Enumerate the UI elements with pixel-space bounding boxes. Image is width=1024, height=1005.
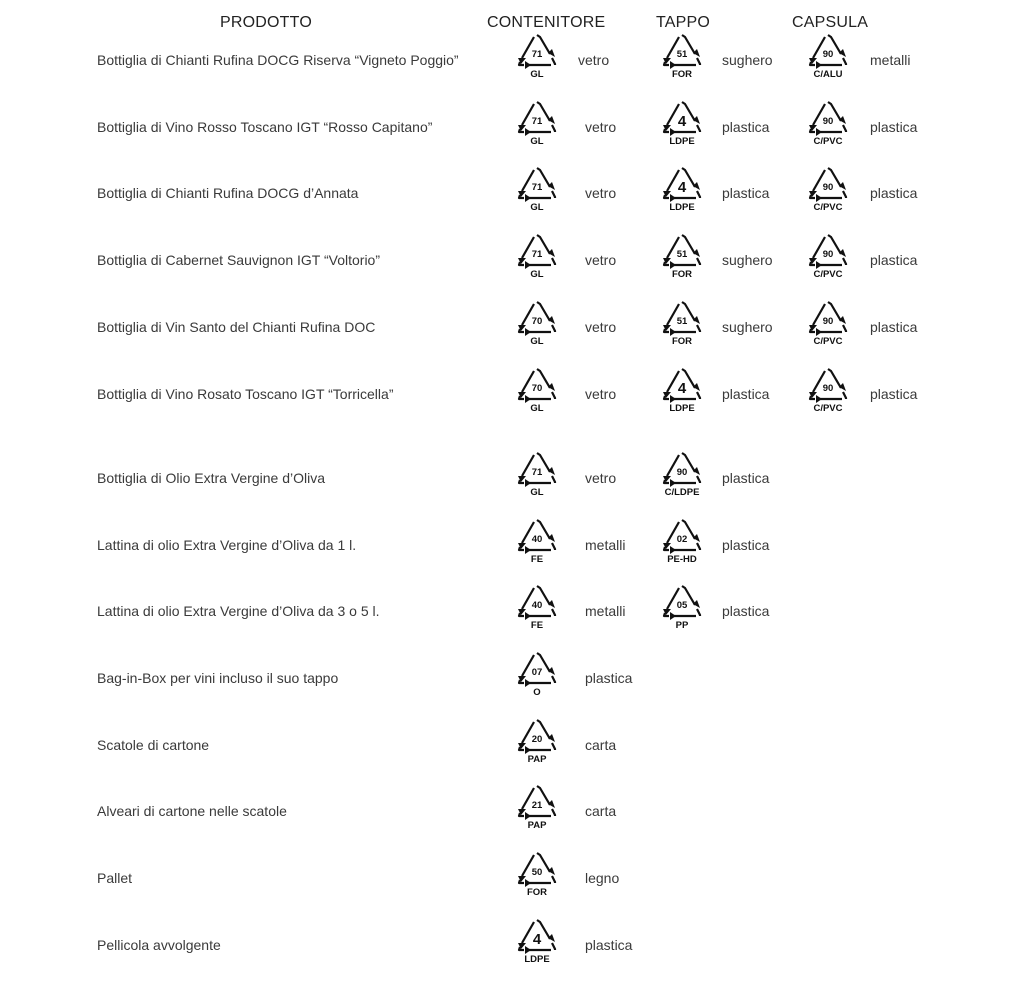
container-recycling-symbol [515,849,559,901]
material-code: GL [530,336,544,347]
material-code: PP [675,620,689,631]
container-recycling-symbol [515,298,559,350]
cap-recycling-symbol [660,231,704,283]
recycling-triangle-icon [515,516,559,568]
recycling-triangle-icon [515,365,559,417]
cap-material: sughero [722,252,773,268]
resin-number: 90 [822,316,834,327]
recycling-triangle-icon [515,716,559,768]
table-row [0,669,1024,729]
resin-number: 20 [531,734,543,745]
recycling-triangle-icon [660,582,704,634]
cap-material: sughero [722,319,773,335]
recycling-triangle-icon [660,31,704,83]
resin-number: 90 [822,383,834,394]
container-material: vetro [585,119,617,135]
resin-number: 71 [531,49,543,60]
recycling-triangle-icon [806,231,850,283]
material-code: FOR [671,269,693,280]
cap-recycling-symbol [660,164,704,216]
capsule-recycling-symbol [806,298,850,350]
container-recycling-symbol [515,31,559,83]
capsule-recycling-symbol [806,231,850,283]
capsule-recycling-symbol [806,31,850,83]
resin-number: 90 [822,182,834,193]
resin-number: 4 [677,113,687,130]
recycling-triangle-icon [660,231,704,283]
product-name: Pellicola avvolgente [97,937,221,953]
resin-number: 4 [677,179,687,196]
cap-material: plastica [722,386,770,402]
recycling-triangle-icon [660,449,704,501]
material-code: FE [530,554,544,565]
resin-number: 71 [531,467,543,478]
recycling-triangle-icon [515,164,559,216]
table-row [0,179,1024,244]
resin-number: 71 [531,116,543,127]
header-product: PRODOTTO [220,14,312,31]
material-code: FOR [526,887,548,898]
product-name: Bottiglia di Vino Rosato Toscano IGT “Torricella” [97,386,394,402]
material-code: C/ALU [813,69,843,80]
material-code: C/PVC [813,136,843,147]
resin-number: 05 [676,600,688,611]
resin-number: 4 [532,931,542,948]
recycling-triangle-icon [515,449,559,501]
material-code: GL [530,136,544,147]
resin-number: 51 [676,316,688,327]
recycling-triangle-icon [806,31,850,83]
material-code: PAP [527,754,547,765]
container-recycling-symbol [515,649,559,701]
capsule-material: plastica [870,319,918,335]
capsule-material: plastica [870,185,918,201]
capsule-recycling-symbol [806,164,850,216]
product-name: Scatole di cartone [97,737,210,753]
container-recycling-symbol [515,98,559,150]
resin-number: 90 [676,467,688,478]
cap-recycling-symbol [660,582,704,634]
cap-recycling-symbol [660,98,704,150]
resin-number: 70 [531,316,543,327]
recycling-triangle-icon [806,365,850,417]
recycling-triangle-icon [660,298,704,350]
container-material: metalli [585,603,626,619]
container-material: plastica [585,670,633,686]
resin-number: 90 [822,116,834,127]
material-code: LDPE [524,954,550,965]
container-recycling-symbol [515,449,559,501]
table-row [0,869,1024,929]
container-recycling-symbol [515,231,559,283]
capsule-material: metalli [870,52,911,68]
cap-recycling-symbol [660,516,704,568]
resin-number: 4 [677,380,687,397]
material-code: GL [530,269,544,280]
recycling-triangle-icon [515,298,559,350]
cap-material: plastica [722,119,770,135]
container-recycling-symbol [515,582,559,634]
container-material: carta [585,737,617,753]
recycling-triangle-icon [806,164,850,216]
resin-number: 51 [676,49,688,60]
recycling-triangle-icon [660,98,704,150]
product-name: Bottiglia di Chianti Rufina DOCG d’Annata [97,185,359,201]
capsule-material: plastica [870,119,918,135]
table-row [0,931,1024,996]
material-code: PE-HD [667,554,697,565]
recycling-triangle-icon [515,916,559,968]
material-code: C/PVC [813,336,843,347]
resin-number: 07 [531,667,543,678]
recycling-triangle-icon [806,98,850,150]
resin-number: 21 [531,800,543,811]
container-material: vetro [585,319,617,335]
header-container: CONTENITORE [487,14,606,31]
container-material: vetro [578,52,610,68]
container-recycling-symbol [515,916,559,968]
container-recycling-symbol [515,716,559,768]
capsule-material: plastica [870,386,918,402]
table-row [0,536,1024,596]
material-code: C/PVC [813,403,843,414]
container-material: metalli [585,537,626,553]
container-material: carta [585,803,617,819]
recycling-triangle-icon [660,516,704,568]
material-code: LDPE [669,136,695,147]
container-material: plastica [585,937,633,953]
capsule-material: plastica [870,252,918,268]
product-name: Bottiglia di Vin Santo del Chianti Rufina DOC [97,319,376,335]
table-row [0,251,1024,311]
table-row [0,380,1024,445]
cap-material: plastica [722,470,770,486]
product-name: Bottiglia di Cabernet Sauvignon IGT “Voltorio” [97,252,381,268]
material-code: FE [530,620,544,631]
cap-recycling-symbol [660,365,704,417]
product-name: Alveari di cartone nelle scatole [97,803,287,819]
resin-number: 71 [531,182,543,193]
material-code: GL [530,202,544,213]
material-code: C/PVC [813,202,843,213]
recycling-triangle-icon [515,231,559,283]
recycling-triangle-icon [515,582,559,634]
cap-recycling-symbol [660,298,704,350]
recycling-triangle-icon [515,849,559,901]
recycling-triangle-icon [515,782,559,834]
container-recycling-symbol [515,516,559,568]
table-row [0,318,1024,378]
cap-material: plastica [722,537,770,553]
resin-number: 90 [822,249,834,260]
recycling-triangle-icon [515,649,559,701]
container-material: vetro [585,386,617,402]
table-row [0,469,1024,529]
material-code: FOR [671,336,693,347]
product-name: Bag-in-Box per vini incluso il suo tappo [97,670,339,686]
material-code: GL [530,403,544,414]
material-code: PAP [527,820,547,831]
table-row [0,51,1024,111]
material-code: C/PVC [813,269,843,280]
material-code: FOR [671,69,693,80]
recycling-triangle-icon [515,98,559,150]
table-row [0,802,1024,862]
container-recycling-symbol [515,164,559,216]
table-row [0,602,1024,662]
cap-material: sughero [722,52,773,68]
resin-number: 51 [676,249,688,260]
product-name: Bottiglia di Chianti Rufina DOCG Riserva “Vigneto Poggio” [97,52,459,68]
product-name: Bottiglia di Olio Extra Vergine d’Oliva [97,470,325,486]
cap-material: plastica [722,603,770,619]
material-code: GL [530,69,544,80]
product-name: Lattina di olio Extra Vergine d’Oliva da 3 o 5 l. [97,603,380,619]
resin-number: 71 [531,249,543,260]
resin-number: 02 [676,534,688,545]
recycling-triangle-icon [806,298,850,350]
table-row [0,113,1024,178]
cap-material: plastica [722,185,770,201]
recycling-triangle-icon [515,31,559,83]
resin-number: 70 [531,383,543,394]
resin-number: 40 [531,600,543,611]
material-code: C/LDPE [664,487,700,498]
resin-number: 90 [822,49,834,60]
cap-recycling-symbol [660,449,704,501]
material-code: GL [530,487,544,498]
container-recycling-symbol [515,782,559,834]
cap-recycling-symbol [660,31,704,83]
material-code: O [533,687,541,698]
recycling-triangle-icon [660,365,704,417]
capsule-recycling-symbol [806,365,850,417]
resin-number: 40 [531,534,543,545]
container-material: vetro [585,185,617,201]
material-code: LDPE [669,202,695,213]
header-cap: TAPPO [656,14,711,31]
product-name: Lattina di olio Extra Vergine d’Oliva da 1 l. [97,537,357,553]
container-material: legno [585,870,620,886]
recycling-triangle-icon [660,164,704,216]
table-row [0,736,1024,796]
container-material: vetro [585,252,617,268]
container-material: vetro [585,470,617,486]
container-recycling-symbol [515,365,559,417]
header-capsule: CAPSULA [792,14,869,31]
capsule-recycling-symbol [806,98,850,150]
product-name: Bottiglia di Vino Rosso Toscano IGT “Rosso Capitano” [97,119,433,135]
resin-number: 50 [531,867,543,878]
product-name: Pallet [97,870,133,886]
material-code: LDPE [669,403,695,414]
